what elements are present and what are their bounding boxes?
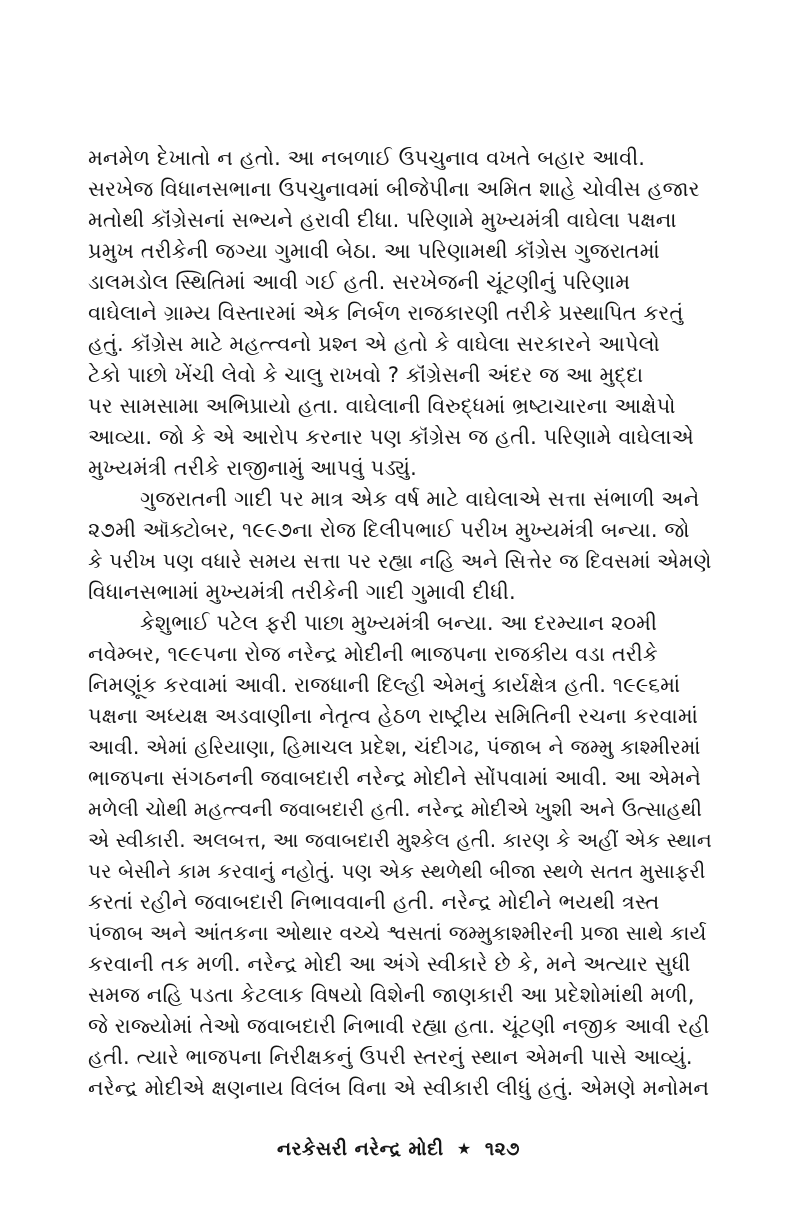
- text-line: નિમણૂંક કરવામાં આવી. રાજધાની દિલ્હી એમનું કાર્યક્ષેત્ર હતી. ૧૯૯૬માં: [88, 673, 681, 697]
- text-line: પર સામસામા અભિપ્રાયો હતા. વાઘેલાની વિરુદ્ધમાં ભ્રષ્ટાચારના આક્ષેપો: [88, 394, 676, 418]
- text-line: હતી. ત્યારે ભાજપના નિરીક્ષકનું ઉપરી સ્તરનું સ્થાન એમની પાસે આવ્યું.: [88, 1045, 693, 1069]
- page-body: [88, 143, 713, 1104]
- paragraph-2: [88, 484, 713, 608]
- text-line: ટેકો પાછો ખેંચી લેવો કે ચાલુ રાખવો ? કૉંગ્રેસની અંદર જ આ મુદ્દા: [88, 363, 644, 387]
- text-line: ૨૭મી ઑક્ટોબર, ૧૯૯૭ના રોજ દિલીપભાઈ પરીખ મુખ્યમંત્રી બન્યા. જો: [88, 518, 690, 542]
- text-line: સમજ નહિ પડતા કેટલાક વિષયો વિશેની જાણકારી આ પ્રદેશોમાંથી મળી,: [88, 983, 695, 1007]
- text-line: હતું. કૉંગ્રેસ માટે મહત્ત્વનો પ્રશ્ન એ હતો કે વાઘેલા સરકારને આપેલો: [88, 332, 660, 356]
- text-line: મળેલી ચોથી મહત્ત્વની જવાબદારી હતી. નરેન્દ્ર મોદીએ ખુશી અને ઉત્સાહથી: [88, 797, 703, 821]
- text-line: નરેન્દ્ર મોદીએ ક્ષણનાય વિલંબ વિના એ સ્વીકારી લીધું હતું. એમણે મનોમન: [88, 1076, 710, 1100]
- text-line: ડાલમડોલ સ્થિતિમાં આવી ગઈ હતી. સરખેજની ચૂંટણીનું પરિણામ: [88, 270, 631, 294]
- text-line: મનમેળ દેખાતો ન હતો. આ નબળાઈ ઉપચુનાવ વખતે બહાર આવી.: [88, 146, 646, 170]
- paragraph-1: [88, 143, 713, 484]
- text-line: પ્રમુખ તરીકેની જગ્યા ગુમાવી બેઠા. આ પરિણામથી કૉંગ્રેસ ગુજરાતમાં: [88, 239, 660, 263]
- text-line: આવી. એમાં હરિયાણા, હિમાચલ પ્રદેશ, ચંદીગઢ, પંજાબ ને જમ્મુ કાશ્મીરમાં: [88, 735, 701, 759]
- text-line: નવેમ્બર, ૧૯૯૫ના રોજ નરેન્દ્ર મોદીની ભાજપના રાજકીય વડા તરીકે: [88, 642, 658, 666]
- page-number: ૧૨૭: [484, 1138, 520, 1160]
- text-line: જે રાજ્યોમાં તેઓ જવાબદારી નિભાવી રહ્યા હતા. ચૂંટણી નજીક આવી રહી: [88, 1014, 710, 1038]
- paragraph-3: [88, 608, 713, 1104]
- book-title: નરકેસરી નરેન્દ્ર મોદી: [277, 1138, 444, 1160]
- text-line: કેશુભાઈ પટેલ ફરી પાછા મુખ્યમંત્રી બન્યા. આ દરમ્યાન ૨૦મી: [140, 611, 658, 635]
- text-line: મુખ્યમંત્રી તરીકે રાજીનામું આપવું પડ્યું.: [88, 456, 417, 480]
- text-line: કે પરીખ પણ વધારે સમય સત્તા પર રહ્યા નહિ અને સિત્તેર જ દિવસમાં એમણે: [88, 549, 712, 573]
- page-footer: [0, 1138, 797, 1160]
- text-line: પર બેસીને કામ કરવાનું નહોતું. પણ એક સ્થળેથી બીજા સ્થળે સતત મુસાફરી: [88, 859, 706, 883]
- star-icon: ★: [456, 1139, 472, 1158]
- text-line: ગુજરાતની ગાદી પર માત્ર એક વર્ષ માટે વાઘેલાએ સત્તા સંભાળી અને: [140, 487, 700, 511]
- text-line: પંજાબ અને આંતકના ઓથાર વચ્ચે શ્વસતાં જમ્મુકાશ્મીરની પ્રજા સાથે કાર્ય: [88, 921, 707, 945]
- text-line: કરવાની તક મળી. નરેન્દ્ર મોદી આ અંગે સ્વીકારે છે કે, મને અત્યાર સુધી: [88, 952, 691, 976]
- text-line: સરખેજ વિધાનસભાના ઉપચુનાવમાં બીજેપીના અમિત શાહે ચોવીસ હજાર: [88, 177, 700, 201]
- text-line: પક્ષના અધ્યક્ષ અડવાણીના નેતૃત્વ હેઠળ રાષ્ટ્રીય સમિતિની રચના કરવામાં: [88, 704, 698, 728]
- text-line: ભાજપના સંગઠનની જવાબદારી નરેન્દ્ર મોદીને સોંપવામાં આવી. આ એમને: [88, 766, 701, 790]
- text-line: એ સ્વીકારી. અલબત્ત, આ જવાબદારી મુશ્કેલ હતી. કારણ કે અહીં એક સ્થાન: [88, 828, 712, 852]
- text-line: કરતાં રહીને જવાબદારી નિભાવવાની હતી. નરેન્દ્ર મોદીને ભયથી ત્રસ્ત: [88, 890, 660, 914]
- text-line: વાઘેલાને ગ્રામ્ય વિસ્તારમાં એક નિર્બળ રાજકારણી તરીકે પ્રસ્થાપિત કરતું: [88, 301, 684, 325]
- text-line: વિધાનસભામાં મુખ્યમંત્રી તરીકેની ગાદી ગુમાવી દીધી.: [88, 580, 516, 604]
- text-line: આવ્યા. જો કે એ આરોપ કરનાર પણ કૉંગ્રેસ જ હતી. પરિણામે વાઘેલાએ: [88, 425, 694, 449]
- text-line: મતોથી કૉંગ્રેસનાં સભ્યને હરાવી દીધા. પરિણામે મુખ્યમંત્રી વાઘેલા પક્ષના: [88, 208, 677, 232]
